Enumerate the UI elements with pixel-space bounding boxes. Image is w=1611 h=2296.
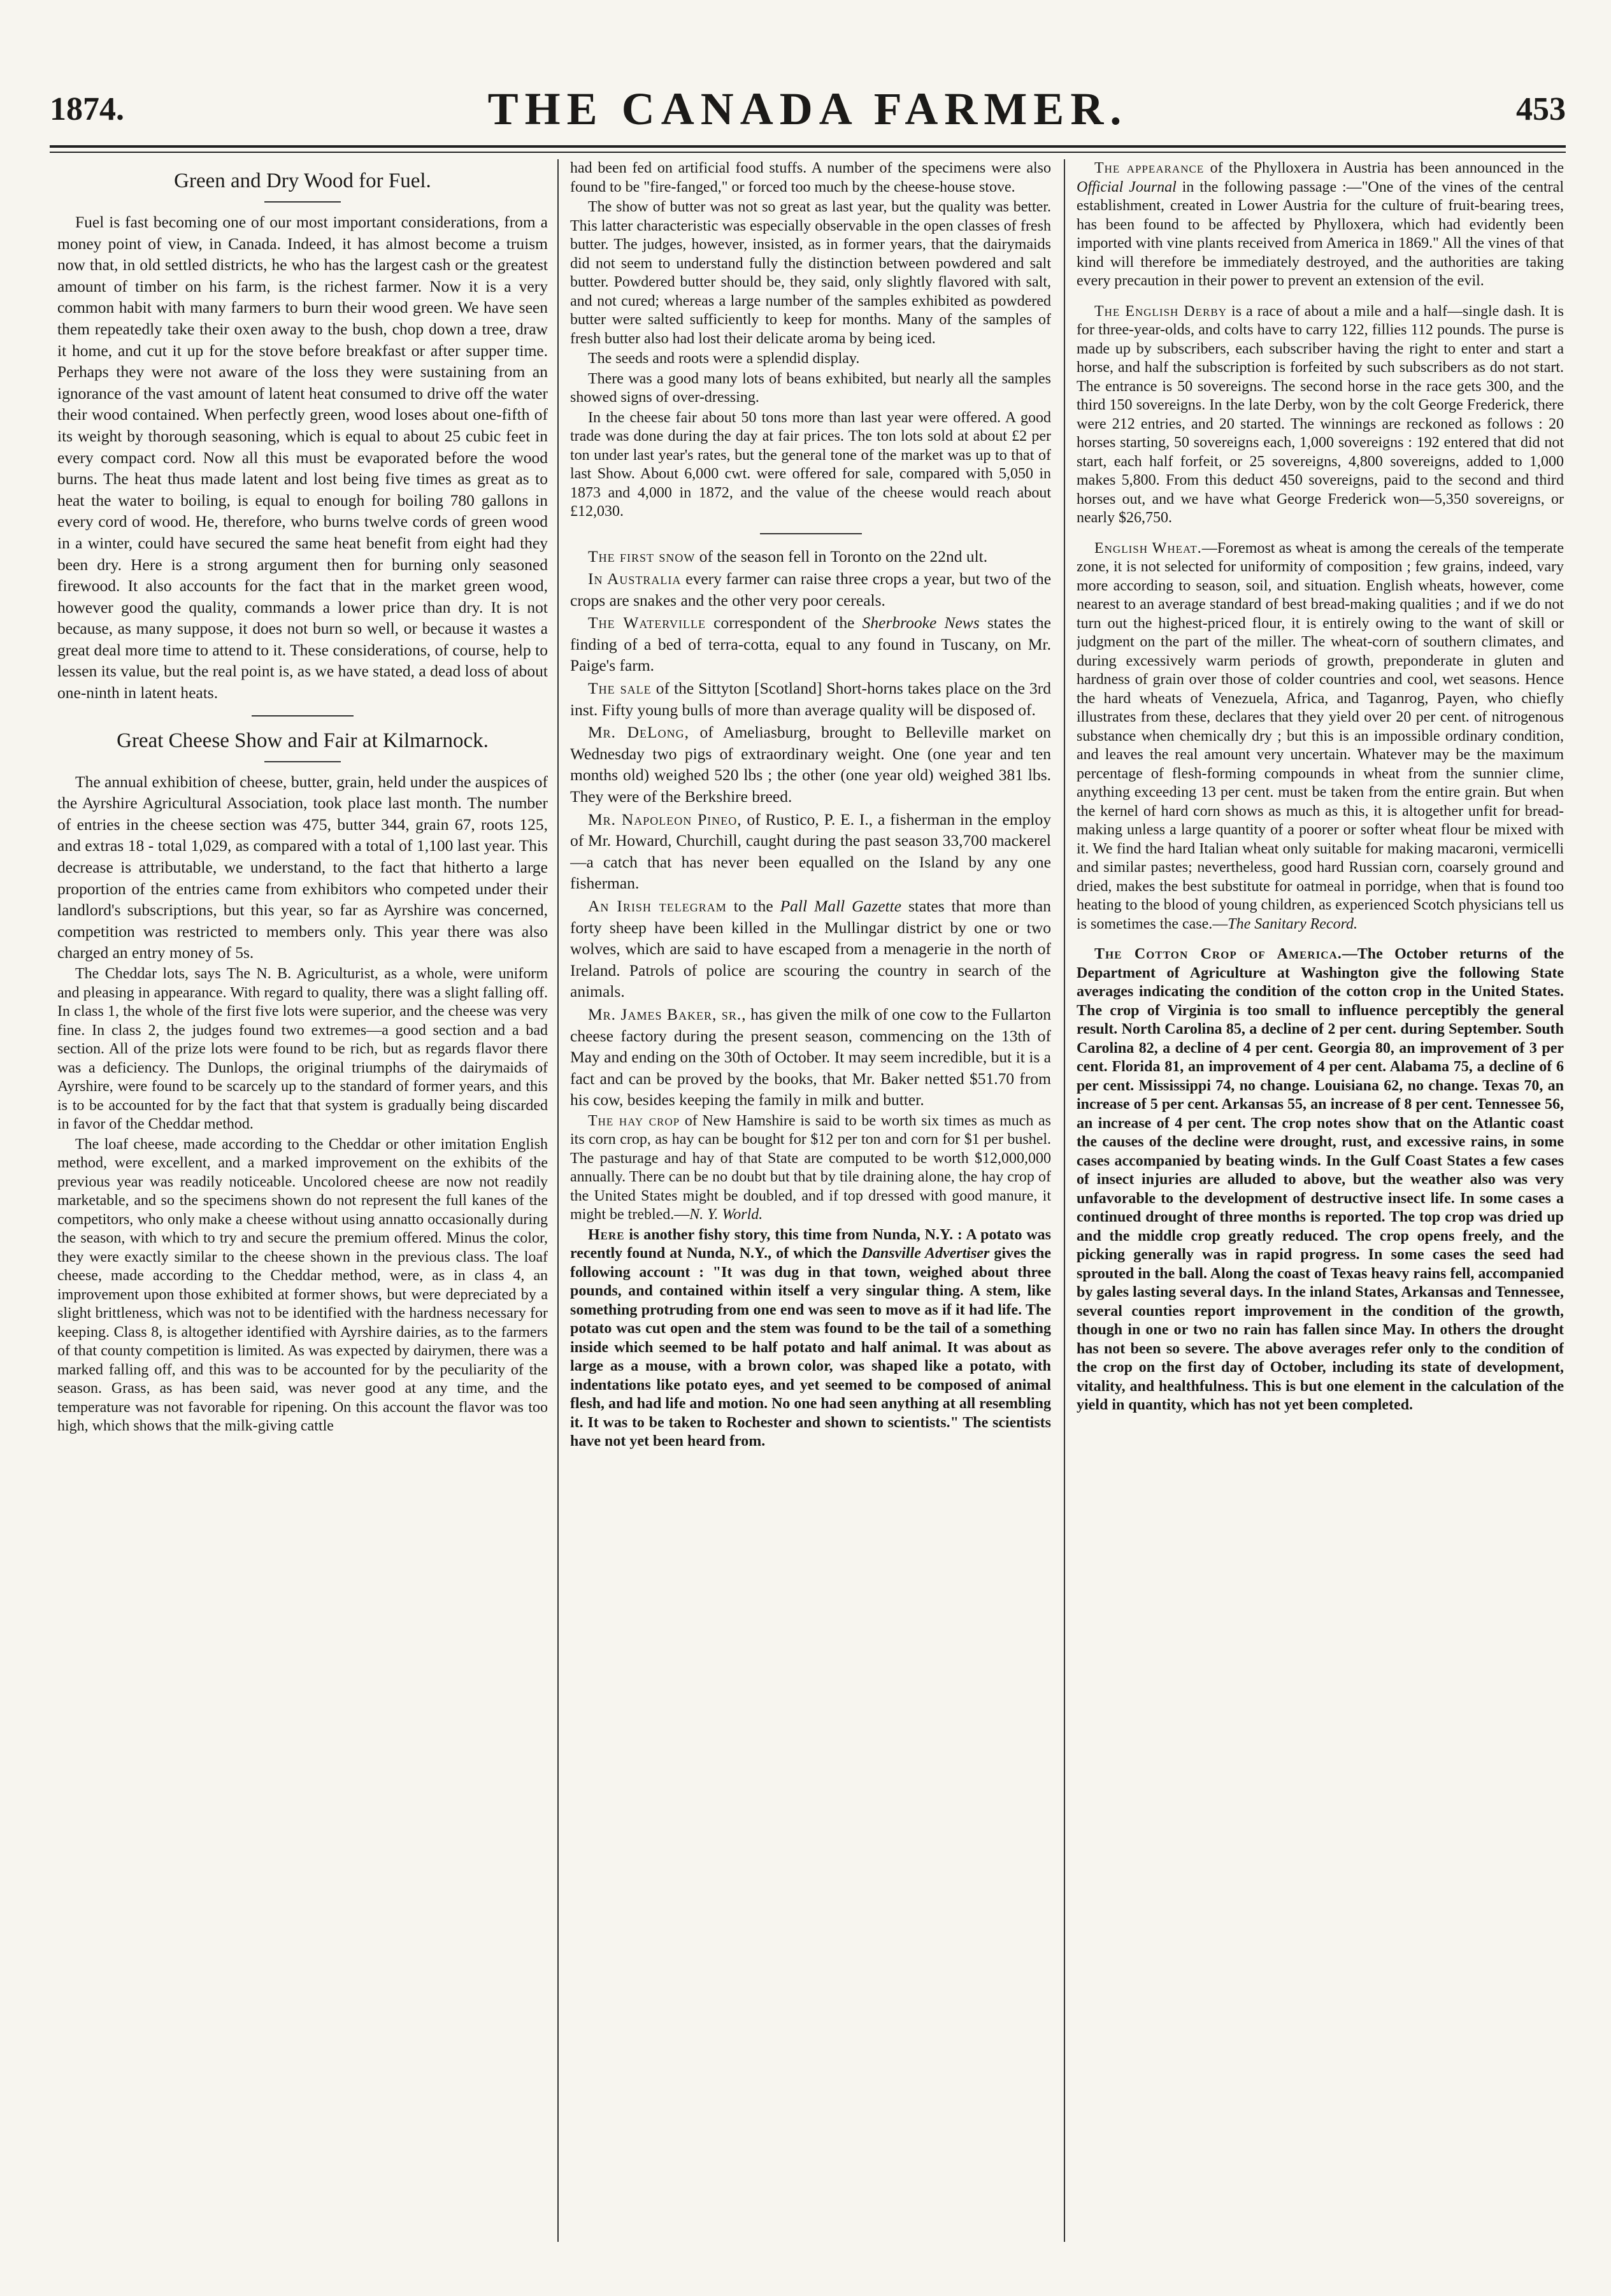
article-title-fuel: Green and Dry Wood for Fuel. [174,169,431,192]
header-page-number: 453 [1516,91,1566,127]
title-underline [264,201,341,203]
cheese-continued-3: The seeds and roots were a splendid display. [588,350,860,367]
item-potato: Here is another fishy story, this time from Nunda, N.Y. : A potato was recently found at Nunda, N.Y., of which the Dansville Advertiser gives the following account : "It was dug in that town, weighed about three pounds, and contained within itself a very singular thing. A stem, like something protruding from one end was seen to move as if it had life. The potato was cut open and the stem was found to be the tail of a something inside which seemed to be half potato and half animal. It was about as large as a mouse, with a brown color, was shaped like a potato, with indentations like potato eyes, and yet seemed to be composed of animal flesh, and had life and motion. No one had seen anything at all resembling it. It was to be taken to Rochester and shown to scientists." The scientists have not yet been heard from. [570,1226,1051,1450]
article-body-cheese-3: The loaf cheese, made according to the Cheddar or other imitation English method, were excellent, and a marked improvement on the exhibits of the previous year was readily noticeable. Uncolored cheese are now not readily marketable, and so the specimens shown do not represent the full kanes of the competitors, who only make a cheese without using annatto occasionally during the season, with which to try and secure the premium offered. Minus the color, they were exactly similar to the cheese shown in the previous class. The loaf cheese, made according to the Cheddar method, were, as in class 4, an improvement upon those exhibited at former shows, but were depreciated by a slight brittleness, which was not to be identified with the hardness necessary for keeping. Class 8, is altogether identified with Ayrshire dairies, as to the farmers of that county competition is limited. As was expected by dairymen, there was a marked falling off, and this was to be accounted for by the peculiarity of the season. Grass, as has been said, was never good at any time, and the temperature was not favorable for ripening. On this account the flavor was too high, which shows that the milk-giving cattle [57,1136,548,1434]
item-waterville: The Waterville correspondent of the Sherbrooke News states the finding of a bed of terra-cotta, equal to any found in Tuscany, on Mr. Paige's farm. [570,613,1051,675]
column-1 [57,159,548,2242]
article-separator [252,715,354,717]
item-pineo-mackerel: Mr. Napoleon Pineo, of Rustico, P. E. I., a fisherman in the employ of Mr. Howard, Churchill, caught during the past season 33,700 mackerel—a catch that has never been equalled on the Island by any one fisherman. [570,809,1051,893]
header-title: THE CANADA FARMER. [487,83,1128,134]
title-underline [264,761,341,762]
item-english-derby: The English Derby is a race of about a mile and a half—single dash. It is for three-year-olds, and colts have to carry 122, fillies 112 pounds. The purse is made up by subscribers, each subscriber having the right to enter and start a horse, and half the subscription is forfeited by such subscribers as do not start. The entrance is 50 sovereigns. The second horse in the race gets 300, and the third 150 sovereigns. In the late Derby, won by the colt George Frederick, there were 212 entries, and 20 started. The winnings are reckoned as follows : 20 horses starting, 50 sovereigns each, 1,000 sovereigns : 192 entered that did not start, each half forfeit, or 25 sovereigns, 4,800 sovereigns, added to 1,000 makes 5,800. From this deduct 450 sovereigns, paid to the second and third horses out, and we have what George Frederick won—5,350 sovereigns, or nearly $26,750. [1077,303,1564,526]
item-first-snow: The first snow of the season fell in Toronto on the 22nd ult. [588,546,988,566]
page-header [50,83,1566,140]
item-baker-cow: Mr. James Baker, sr., has given the milk of one cow to the Fullarton cheese factory during the present season, commencing on the 13th of May and ending on the 30th of October. It may seem incredible, but it is a fact and can be proved by the books, that Mr. Baker netted $51.70 from his cow, besides keeping the family in milk and butter. [570,1004,1051,1109]
column-2 [570,159,1051,2242]
item-delong-pigs: Mr. DeLong, of Ameliasburg, brought to Belleville market on Wednesday two pigs of extraordinary weight. One (one year and ten months old) weighed 520 lbs ; the other (one year old) weighed 381 lbs. They were of the Berkshire breed. [570,723,1051,806]
header-rule-thin [50,152,1566,153]
item-english-wheat: English Wheat.—Foremost as wheat is among the cereals of the temperate zone, it is not selected for uniformity of composition ; few grains, indeed, vary more according to season, soil, and situation. English wheats, however, come nearest to an average standard of best bread-making qualities ; and if we do not turn out the highest-priced flour, it is entirely owing to the want of skill or judgment on the part of the miller. The wheat-corn of southern climates, and during excessively warm periods of growth, preponderate in gluten and hardness of grain over those of colder countries and cool, wet seasons. Hence the hard wheats of Venezuela, Africa, and Taganrog, Payen, who chiefly illustrates from these, declares that they yield over 20 per cent. of nitrogenous substance when chemically dry ; but this is an impossible ordinary condition, and leaves the real amount very uncertain. Whatever may be the maximum percentage of flesh-forming compounds in wheat from the sunnier clime, anything exceeding 13 per cent. must be taken from the entire grain. But when the kernel of hard corn shows as much as this, it is altogether unfit for bread-making unless a large quantity of a poorer or softer wheat flour be mixed with it. We find the hard Italian wheat only suitable for making macaroni, vermicelli and similar pastes; nevertheless, good hard Russian corn, coarsely ground and dried, makes the best substitute for oatmeal in porridge, when that is found too heating to the blood of young children, as experienced Scotch physicians tell us is sometimes the case.—The Sanitary Record. [1077,539,1564,932]
header-year: 1874. [50,91,124,127]
article-separator [760,533,862,534]
column-divider-1 [557,159,559,2242]
cheese-continued-2: The show of butter was not so great as last year, but the quality was better. This latter characteristic was especially observable in the open classes of fresh butter. The judges, however, insisted, as in former years, that the dairymaids did not seem to understand fully the distinction between powdered and salt butter. Powdered butter should be, they said, only slightly flavored with salt, and not cured; whereas a large number of the samples exhibited as powdered butter were salted sufficiently to keep for months. Many of the samples of fresh butter also had lost their delicate aroma by being iced. [570,199,1051,347]
header-rule-thick [50,145,1566,148]
item-australia: In Australia every farmer can raise three crops a year, but two of the crops are snakes and the other very poor cereals. [570,569,1051,610]
item-irish-wolves: An Irish telegram to the Pall Mall Gazette states that more than forty sheep have been killed in the Mullingar district by one or two wolves, which are said to have escaped from a menagerie in the north of Ireland. Patrols of police are scouring the country in search of the animals. [570,897,1051,1001]
spacer [1077,529,1564,539]
item-hay-crop: The hay crop of New Hamshire is said to be worth six times as much as its corn crop, as hay can be bought for $12 per ton and corn for $1 per bushel. The pasturage and hay of that State are computed to be worth $12,000,000 annually. There can be no doubt but that by tile draining alone, the hay crop of the United States might be doubled, and if top dressed with good manure, it might be trebled.—N. Y. World. [570,1112,1051,1223]
column-divider-2 [1064,159,1065,2242]
item-cotton-crop: The Cotton Crop of America.—The October returns of the Department of Agriculture at Washington give the following State averages indicating the condition of the cotton crop in the United States. The crop of Virginia is too small to influence perceptibly the general result. North Carolina 85, a decline of 2 per cent. during September. South Carolina 82, a decline of 4 per cent. Georgia 80, an improvement of 3 per cent. Florida 81, an improvement of 4 per cent. Alabama 75, a decline of 6 per cent. Mississippi 74, no change. Louisiana 62, no change. Texas 70, an increase of 5 per cent. Arkansas 55, an increase of 8 per cent. Tennessee 56, an increase of 4 per cent. The crop notes show that on the Atlantic coast the causes of the decline were drought, rust, and excessive rains, in some cases accompanied by beating winds. In the Gulf Coast States a few cases of insect injuries are alluded to above, but the weather also was very unfavorable to the development of destructive insect life. In some cases a continued drought of three months is reported. The top crop was dried up and the middle crop greatly reduced. The crop opens freely, and the picking generally was in rapid progress. In some cases the seed had sprouted in the ball. Along the coast of Texas heavy rains fell, accompanied by gales lasting several days. In the inland States, Arkansas and Tennessee, several counties report improvement in the condition of the growth, though in one or two no rain has fallen since May. In others the drought has not been so severe. The above averages refer only to the condition of the crop on the first day of October, including its state of development, vitality, and healthfulness. This is but one element in the calculation of the yield in quantity, which has not yet been completed. [1077,946,1564,1413]
spacer [1077,935,1564,945]
cheese-continued-1: had been fed on artificial food stuffs. A number of the specimens were also found to be "fire-fanged," or forced too much by the cheese-house stove. [570,160,1051,196]
item-sittyton-sale: The sale of the Sittyton [Scotland] Short-horns takes place on the 3rd inst. Fifty young bulls of more than average quality will be disposed of. [570,679,1051,719]
article-body-fuel: Fuel is fast becoming one of our most important considerations, from a money point of view, in Canada. Indeed, it has almost become a truism now that, in old settled districts, he who has the largest cash or the greatest amount of timber on his farm, is the richest farmer. Now it is a very common habit with many farmers to burn their wood green. We have seen them repeatedly take their oxen away to the bush, chop down a tree, draw it home, and cut it up for the stove before breakfast or after supper time. Perhaps they were not aware of the loss they were sustaining from an ignorance of the vast amount of latent heat consumed to drive off the water their wood contained. When perfectly green, wood loses about one-fifth of its weight by thorough seasoning, which is equal to about 25 cubic feet in every compact cord. Now all this must be evaporated before the wood burns. The heat thus made latent and lost being five times as great as to heat the water to boiling, is equal to enough for boiling 780 gallons in every cord of wood. He, therefore, who burns twelve cords of green wood in a winter, could have secured the same heat benefit from eight had they been dry. Here is a strong argument then for burning only seasoned firewood. It also accounts for the fact that in the market green wood, however good the quality, commands a lower price than dry. It is not because, as many suppose, it does not burn so well, or because it wastes a great deal more time to attend to it. These considerations, of course, help to lessen its value, but the real point is, as we have stated, a dead loss of about one-ninth in latent heats. [57,213,548,702]
column-3 [1077,159,1564,2242]
spacer [1077,292,1564,303]
cheese-continued-5: In the cheese fair about 50 tons more than last year were offered. A good trade was done during the day at fair prices. The ton lots sold at about £2 per ton under last year's rates, but the general tone of the market was up to that of last Show. About 6,000 cwt. were offered for sale, compared with 5,050 in 1873 and 4,000 in 1872, and the value of the cheese would reach about £12,030. [570,409,1051,520]
cheese-continued-4: There was a good many lots of beans exhibited, but nearly all the samples showed signs of over-dressing. [570,370,1051,406]
article-body-cheese-1: The annual exhibition of cheese, butter, grain, held under the auspices of the Ayrshire Agricultural Association, took place last month. The number of entries in the cheese section was 475, butter 344, grain 67, roots 125, and extras 18 - total 1,029, as compared with a total of 1,100 last year. This decrease is attributable, we understand, to the fact that hitherto a large proportion of the entries came from exhibitors who competed under their landlord's subscriptions, but this year, so far as Ayrshire was concerned, competition was restricted to members only. This year there was also charged an entry money of 5s. [57,772,548,962]
article-body-cheese-2: The Cheddar lots, says The N. B. Agriculturist, as a whole, were uniform and pleasing in appearance. With regard to quality, there was a slight falling off. In class 1, the whole of the first five lots were superior, and the cheese was very fine. In class 2, the judges found two extremes—a good section and a bad section. All of the prize lots were found to be rich, but as regards flavor there was a deficiency. The Dunlops, the original triumphs of the dairymaids of Ayrshire, were found to be scarcely up to the standard of former years, and this is to be accounted for by the fact that that system is gradually being discarded in favor of the Cheddar method. [57,966,548,1132]
article-title-cheese: Great Cheese Show and Fair at Kilmarnock. [117,729,489,752]
item-phylloxera: The appearance of the Phylloxera in Austria has been announced in the Official Journal in the following passage :—"One of the vines of the central establishment, created in Lower Austria for the culture of fruit-bearing trees, has been found to be affected by Phylloxera, which had evidently been imported with vine plants received from America in 1869." All the vines of that kind will therefore be immediately destroyed, and the authorities are taking every precaution in their power to prevent an extension of the evil. [1077,160,1564,289]
